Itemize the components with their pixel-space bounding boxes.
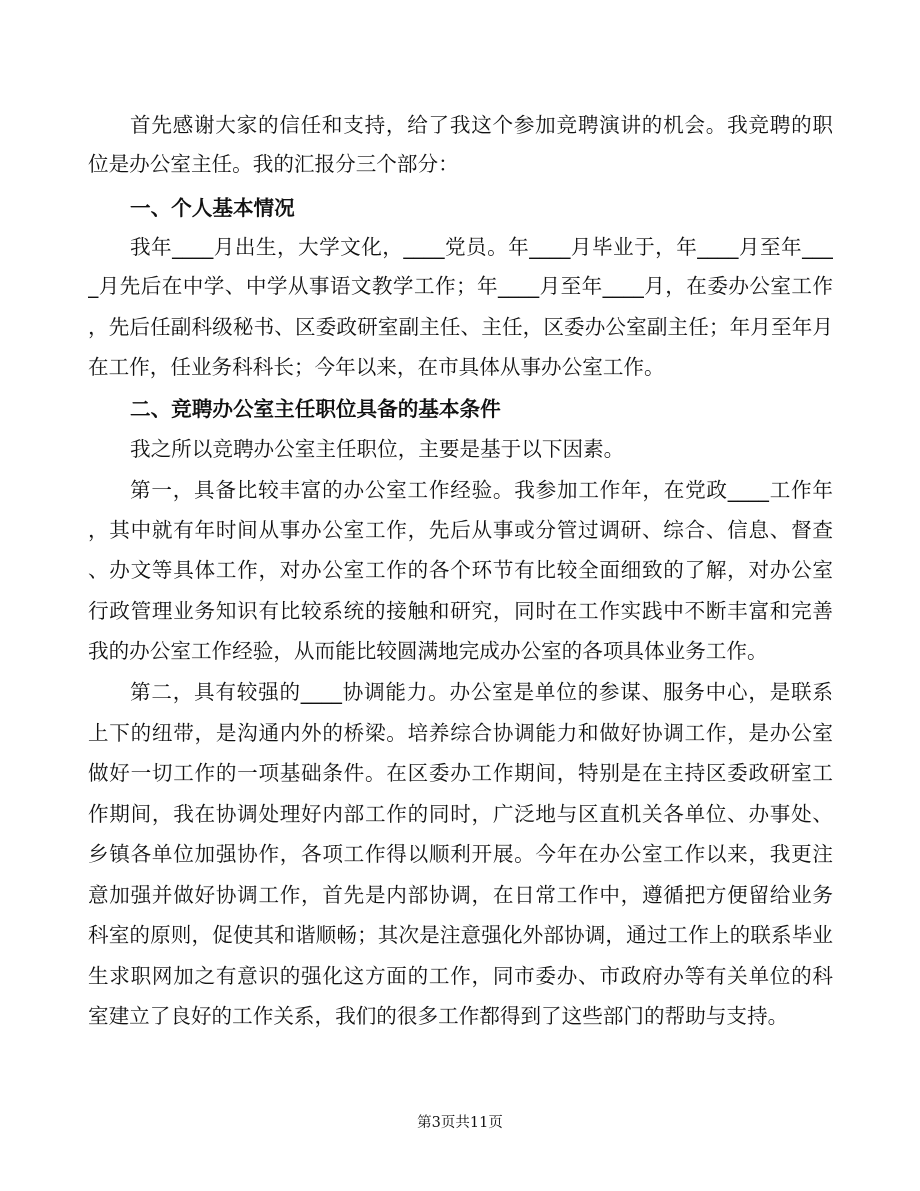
point-2-line-9: 室建立了良好的工作关系，我们的很多工作都得到了这些部门的帮助与支持。: [88, 1004, 789, 1028]
section-1-line-4: 在工作，任业务科科长；今年以来，在市具体从事办公室工作。: [88, 355, 665, 379]
paragraph-intro-line-1: 首先感谢大家的信任和支持，给了我这个参加竞聘演讲的机会。我竞聘的职: [130, 113, 833, 137]
section-heading-2: 二、竞聘办公室主任职位具备的基本条件: [130, 397, 501, 421]
point-1-line-1: 第一，具备比较丰富的办公室工作经验。我参加工作年，在党政____工作年: [130, 478, 833, 502]
point-1-line-2: ，其中就有年时间从事办公室工作，先后从事或分管过调研、综合、信息、督查: [88, 518, 833, 542]
page-number-footer: 第3页共11页: [417, 1115, 503, 1131]
point-2-line-1: 第二，具有较强的____协调能力。办公室是单位的参谋、服务中心，是联系: [130, 680, 833, 704]
section-1-line-1: 我年____月出生，大学文化，____党员。年____月毕业于，年____月至年___: [130, 235, 833, 259]
point-2-line-3: 做好一切工作的一项基础条件。在区委办工作期间，特别是在主持区委政研室工: [88, 761, 833, 785]
point-2-line-8: 生求职网加之有意识的强化这方面的工作，同市委办、市政府办等有关单位的科: [88, 964, 833, 988]
point-1-line-3: 、办文等具体工作，对办公室工作的各个环节有比较全面细致的了解，对办公室: [88, 558, 833, 582]
point-2-line-2: 上下的纽带，是沟通内外的桥梁。培养综合协调能力和做好协调工作，是办公室: [88, 721, 833, 745]
point-1-line-5: 我的办公室工作经验，从而能比较圆满地完成办公室的各项具体业务工作。: [88, 639, 768, 663]
point-2-line-5: 乡镇各单位加强协作，各项工作得以顺利开展。今年在办公室工作以来，我更注: [88, 842, 833, 866]
point-1-line-4: 行政管理业务知识有比较系统的接触和研究，同时在工作实践中不断丰富和完善: [88, 599, 833, 623]
point-2-line-7: 科室的原则，促使其和谐顺畅；其次是注意强化外部协调，通过工作上的联系毕业: [88, 923, 833, 947]
section-2-intro: 我之所以竞聘办公室主任职位，主要是基于以下因素。: [130, 437, 625, 461]
point-2-line-6: 意加强并做好协调工作，首先是内部协调，在日常工作中，遵循把方便留给业务: [88, 883, 833, 907]
section-heading-1: 一、个人基本情况: [130, 196, 295, 220]
paragraph-intro-line-2: 位是办公室主任。我的汇报分三个部分：: [88, 152, 459, 176]
point-2-line-4: 作期间，我在协调处理好内部工作的同时，广泛地与区直机关各单位、办事处、: [88, 802, 833, 826]
section-1-line-3: ，先后任副科级秘书、区委政研室副主任、主任，区委办公室副主任；年月至年月: [88, 315, 833, 339]
section-1-line-2: _月先后在中学、中学从事语文教学工作；年____月至年____月，在委办公室工作: [88, 274, 833, 298]
